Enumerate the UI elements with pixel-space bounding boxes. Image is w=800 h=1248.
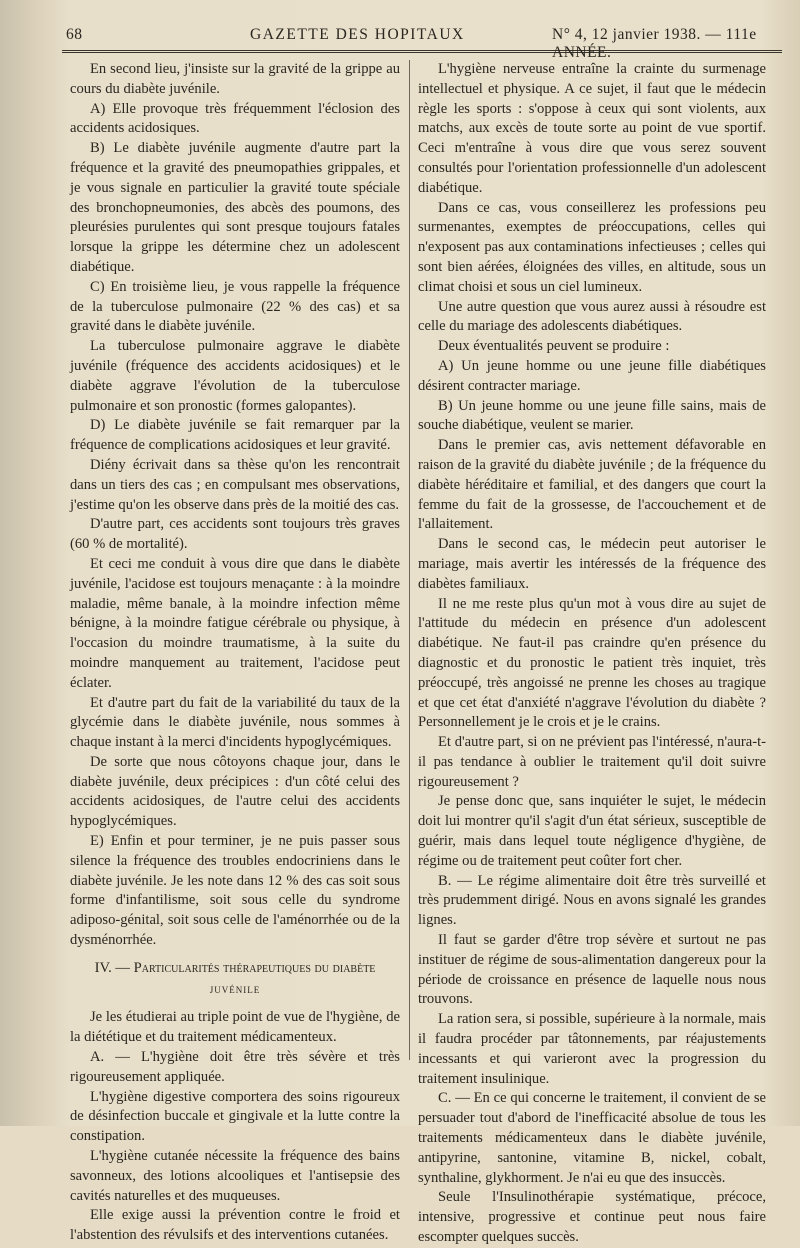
paragraph: Une autre question que vous aurez aussi à résoudre est celle du mariage des adolescents diabétiques. <box>418 298 766 335</box>
paragraph: Seule l'Insulinothérapie systématique, précoce, intensive, progressive et continue peut nous faire escompter quelques succès. <box>418 1189 766 1246</box>
paragraph: Je les étudierai au triple point de vue de l'hygiène, de la diététique et du traitement médicamenteux. <box>70 1009 400 1046</box>
paragraph: L'hygiène cutanée nécessite la fréquence des bains savonneux, des lotions alcooliques et l'antisepsie des cavités naturelles et des muqueuses. <box>70 1148 400 1204</box>
left-column <box>70 60 400 1244</box>
paragraph: B. — Le régime alimentaire doit être très surveillé et très prudemment dirigé. Nous en avons signalé les grandes lignes. <box>418 872 766 929</box>
paragraph: Et ceci me conduit à vous dire que dans le diabète juvénile, l'acidose est toujours menaçante : à la moindre maladie, même banale, à la moindre infection même bénigne, à la moindre fatigue cérébrale ou physique, à l'occasion du moindre traumatisme, à la suite du moindre manquement au traitement, l'acidose peut éclater. <box>70 555 400 691</box>
paragraph: A) Elle provoque très fréquemment l'éclosion des accidents acidosiques. <box>70 100 400 137</box>
section-subtitle: juvénile <box>209 980 261 996</box>
paragraph: Deux éventualités peuvent se produire : <box>438 338 670 355</box>
paragraph: B) Le diabète juvénile augmente d'autre part la fréquence et la gravité des pneumopathies grippales, et je vous signale en particulier la gravité toute spéciale des bronchopneumonies, des abcès des poumons, des pleurésies purulentes qui sont presque toujours fatales lorsque la grippe les détermine chez un adolescent diabétique. <box>70 140 400 275</box>
paragraph: Il ne me reste plus qu'un mot à vous dire au sujet de l'attitude du médecin en présence d'un adolescent diabétique. Ne faut-il pas craindre qu'en présence du diagnostic et du pronostic le patient très inquiet, très préoccupé, très angoissé ne prenne les choses au tragique et que cet état d'anxiété n'aggrave l'évolution du diabète ? Personnellement je le crois et je le crains. <box>418 595 766 731</box>
section-heading <box>70 959 400 999</box>
paragraph: E) Enfin et pour terminer, je ne puis passer sous silence la fréquence des troubles endocriniens dans le diabète juvénile. Je les note dans 12 % des cas soit sous forme d'infantilisme, soit sous celle du syndrome adiposo-génital, soit sous celle de l'aménorrhée ou de la dysménorrhée. <box>70 833 400 949</box>
page-number: 68 <box>66 26 83 43</box>
paragraph: A. — L'hygiène doit être très sévère et très rigoureusement appliquée. <box>70 1049 400 1085</box>
paragraph: C. — En ce qui concerne le traitement, il convient de se persuader tout d'abord de l'inefficacité absolue de tous les traitements médicamenteux dans le diabète juvénile, antipyrine, santonine, vitamine B, nickel, cobalt, synthaline, glykhorment. Je n'ai eu que des insuccès. <box>418 1090 766 1186</box>
right-column <box>418 60 766 1246</box>
running-header <box>62 22 782 61</box>
issue-line: N° 4, 12 janvier 1938. — 111e ANNÉE. <box>552 26 757 61</box>
paragraph: La tuberculose pulmonaire aggrave le diabète juvénile (fréquence des accidents acidosiques) et le diabète aggrave l'évolution de la tuberculose pulmonaire et son pronostic (formes galopantes). <box>70 338 400 414</box>
paragraph: Je pense donc que, sans inquiéter le sujet, le médecin doit lui montrer qu'il s'agit d'un état sérieux, susceptible de guérir, mais dans lequel toute négligence d'hygiène, de régime ou de traitement peut coûter fort cher. <box>418 793 766 869</box>
paragraph: Il faut se garder d'être trop sévère et surtout ne pas instituer de régime de sous-alimentation dangereux pour la période de croissance en présence de laquelle nous nous trouvons. <box>418 932 766 1008</box>
paragraph: Et d'autre part du fait de la variabilité du taux de la glycémie dans le diabète juvénile, nous sommes à chaque instant à la merci d'incidents hypoglycémiques. <box>70 694 400 751</box>
column-divider <box>409 60 410 1060</box>
paragraph: Dans ce cas, vous conseillerez les professions peu surmenantes, exemptes de préoccupations, celles qui n'exposent pas aux contaminations infectieuses ; celles qui sont bien aérées, éloignées des villes, en altitude, sous un climat choisi et sous un ciel lumineux. <box>418 199 766 295</box>
paragraph: Et d'autre part, si on ne prévient pas l'intéressé, n'aura-t-il pas tendance à oublier le traitement qu'il doit suivre rigoureusement ? <box>418 734 766 790</box>
paragraph: D'autre part, ces accidents sont toujours très graves (60 % de mortalité). <box>70 516 400 553</box>
paragraph: En second lieu, j'insiste sur la gravité de la grippe au cours du diabète juvénile. <box>70 61 400 97</box>
paragraph: Diény écrivait dans sa thèse qu'on les rencontrait dans un tiers des cas ; en compulsant mes observations, j'estime qu'on les observe dans près de la moitié des cas. <box>70 456 400 513</box>
paragraph: D) Le diabète juvénile se fait remarquer par la fréquence de complications acidosiques et leur gravité. <box>70 417 400 454</box>
paragraph: Dans le premier cas, avis nettement défavorable en raison de la gravité du diabète juvénile ; de la fréquence du diabète héréditaire et familial, et des dangers que court la femme du fait de la grossesse, de l'accouchement et de l'allaitement. <box>418 437 766 533</box>
paragraph: Elle exige aussi la prévention contre le froid et l'abstention des révulsifs et des interventions cutanées. <box>70 1207 400 1244</box>
paragraph: L'hygiène nerveuse entraîne la crainte du surmenage intellectuel et physique. A ce sujet, il faut que le médecin règle les sports : s'oppose à ceux qui sont violents, aux matchs, aux excès de toute sorte au point de vue sportif. Ceci m'entraîne à vous dire que vous serez souvent consultés pour l'orientation professionnelle d'un adolescent diabétique. <box>418 61 766 196</box>
paragraph: C) En troisième lieu, je vous rappelle la fréquence de la tuberculose pulmonaire (22 % des cas) et sa gravité dans le diabète juvénile. <box>70 278 400 335</box>
paragraph: La ration sera, si possible, supérieure à la normale, mais il faudra procéder par tâtonnements, par réajustements incessants et qui varieront avec la progression du traitement insulinique. <box>418 1011 766 1087</box>
paragraph: B) Un jeune homme ou une jeune fille sains, mais de souche diabétique, veulent se marier. <box>418 397 766 434</box>
journal-title: GAZETTE DES HOPITAUX <box>250 26 465 43</box>
section-title: IV. — Particularités thérapeutiques du diabète <box>94 959 376 976</box>
paragraph: L'hygiène digestive comportera des soins rigoureux de désinfection buccale et gingivale et la lutte contre la constipation. <box>70 1088 400 1145</box>
paragraph: Dans le second cas, le médecin peut autoriser le mariage, mais avertir les intéressés de la fréquence des diabètes familiaux. <box>418 536 766 592</box>
paragraph: De sorte que nous côtoyons chaque jour, dans le diabète juvénile, deux précipices : d'un côté celui des accidents acidosiques, de l'autre celui des accidents hypoglycémiques. <box>70 753 400 830</box>
paragraph: A) Un jeune homme ou une jeune fille diabétiques désirent contracter mariage. <box>418 357 766 394</box>
